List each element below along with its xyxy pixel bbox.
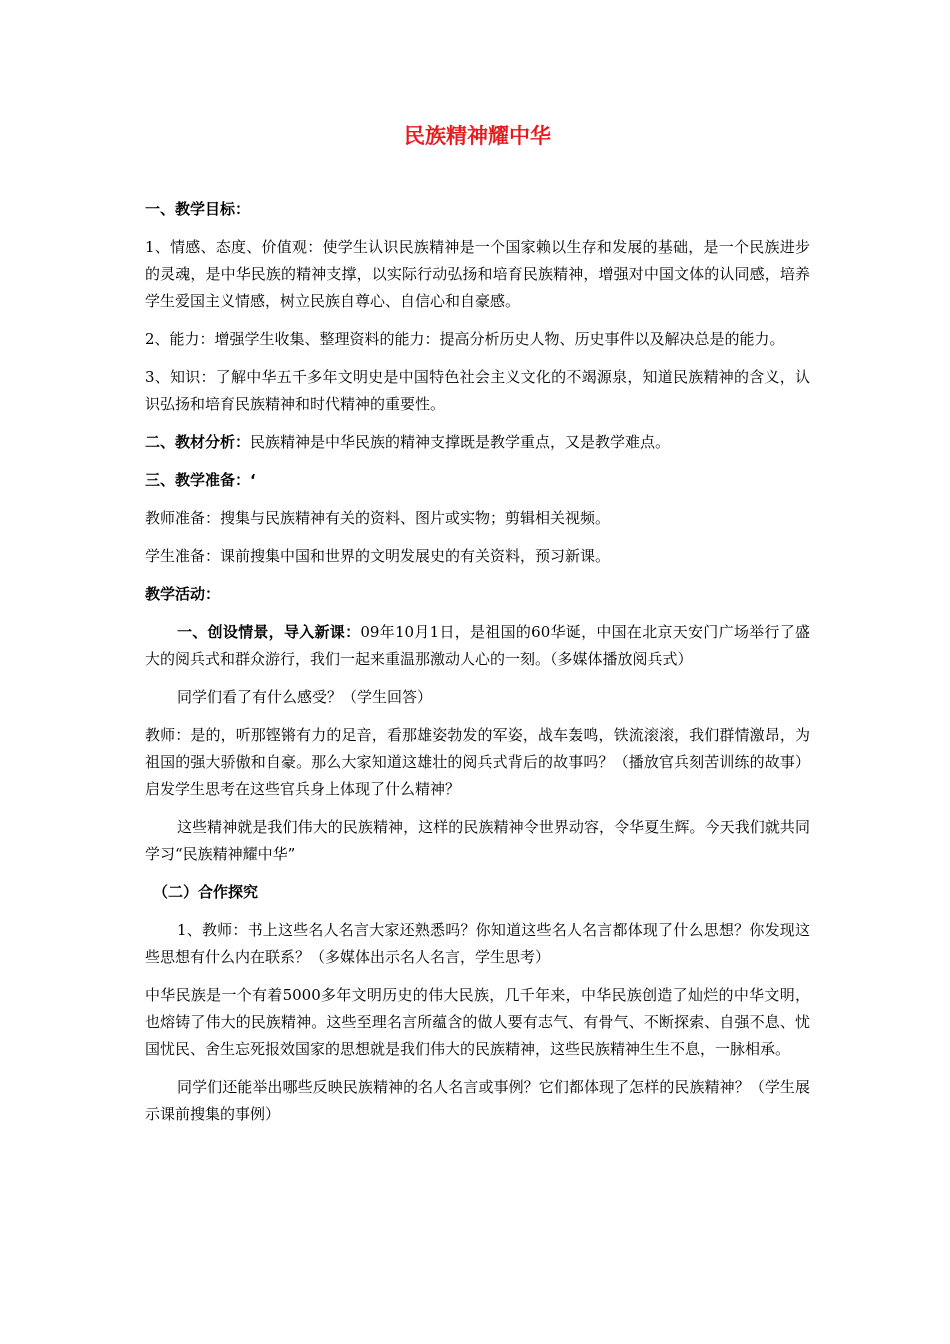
student-prep-paragraph: 学生准备：课前搜集中国和世界的文明发展史的有关资料，预习新课。 (145, 547, 611, 565)
step2-heading: （二）合作探究 (153, 883, 259, 901)
document-body (145, 120, 810, 1139)
teacher-paragraph: 教师：是的，听那铿锵有力的足音，看那雄姿勃发的军姿，战车轰鸣，铁流滚滚，我们群情激昂，为祖国的强大骄傲和自豪。那么大家知道这雄壮的阅兵式背后的故事吗？（播放官兵刻苦训练的故事）启发学生思考在这些官兵身上体现了什么精神？ (145, 726, 810, 798)
step1-paragraph (145, 619, 810, 673)
activity-heading: 教学活动： (145, 585, 221, 603)
goals-heading: 一、教学目标： (145, 200, 251, 218)
goal-1-paragraph: 1、情感、态度、价值观：使学生认识民族精神是一个国家赖以生存和发展的基础，是一个民族进步的灵魂，是中华民族的精神支撑，以实际行动弘扬和培育民族精神，增强对中国文体的认同感，培养学生爱国主义情感，树立民族自尊心、自信心和自豪感。 (145, 238, 810, 310)
step1-heading: 一、创设情景，导入新课： (177, 623, 361, 641)
step1-question-paragraph: 同学们看了有什么感受？（学生回答） (177, 688, 433, 706)
step1-text: 09年10月1日，是祖国的60华诞，中国在北京天安门广场举行了盛大的阅兵式和群众游行，我们一起来重温那激动人心的一刻。（多媒体播放阅兵式） (145, 623, 810, 668)
spirit-paragraph: 这些精神就是我们伟大的民族精神，这样的民族精神令世界动容，令华夏生辉。今天我们就共同学习“民族精神耀中华” (145, 818, 810, 863)
step2-item1-paragraph: 1、教师：书上这些名人名言大家还熟悉吗？你知道这些名人名言都体现了什么思想？你发现这些思想有什么内在联系？（多媒体出示名人名言，学生思考） (145, 921, 810, 966)
teacher-prep-paragraph: 教师准备：搜集与民族精神有关的资料、图片或实物；剪辑相关视频。 (145, 509, 611, 527)
goal-3-paragraph: 3、知识：了解中华五千多年文明史是中国特色社会主义文化的不竭源泉，知道民族精神的含义，认识弘扬和培育民族精神和时代精神的重要性。 (145, 368, 810, 413)
analysis-heading: 二、教材分析： (145, 433, 251, 451)
closing-paragraph: 同学们还能举出哪些反映民族精神的名人名言或事例？它们都体现了怎样的民族精神？（学生展示课前搜集的事例） (145, 1078, 810, 1123)
analysis-paragraph (145, 429, 810, 456)
document-title: 民族精神耀中华 (404, 124, 551, 148)
nation-paragraph: 中华民族是一个有着5000多年文明历史的伟大民族，几千年来，中华民族创造了灿烂的中华文明，也熔铸了伟大的民族精神。这些至理名言所蕴含的做人要有志气、有骨气、不断探索、自强不息、忧国忧民、舍生忘死报效国家的思想就是我们伟大的民族精神，这些民族精神生生不息，一脉相承。 (145, 986, 810, 1058)
prep-heading: 三、教学准备：‘ (145, 471, 256, 489)
goal-2-paragraph: 2、能力：增强学生收集、整理资料的能力：提高分析历史人物、历史事件以及解决总是的能力。 (145, 330, 785, 348)
analysis-text: 民族精神是中华民族的精神支撑既是教学重点，又是教学难点。 (250, 433, 671, 451)
